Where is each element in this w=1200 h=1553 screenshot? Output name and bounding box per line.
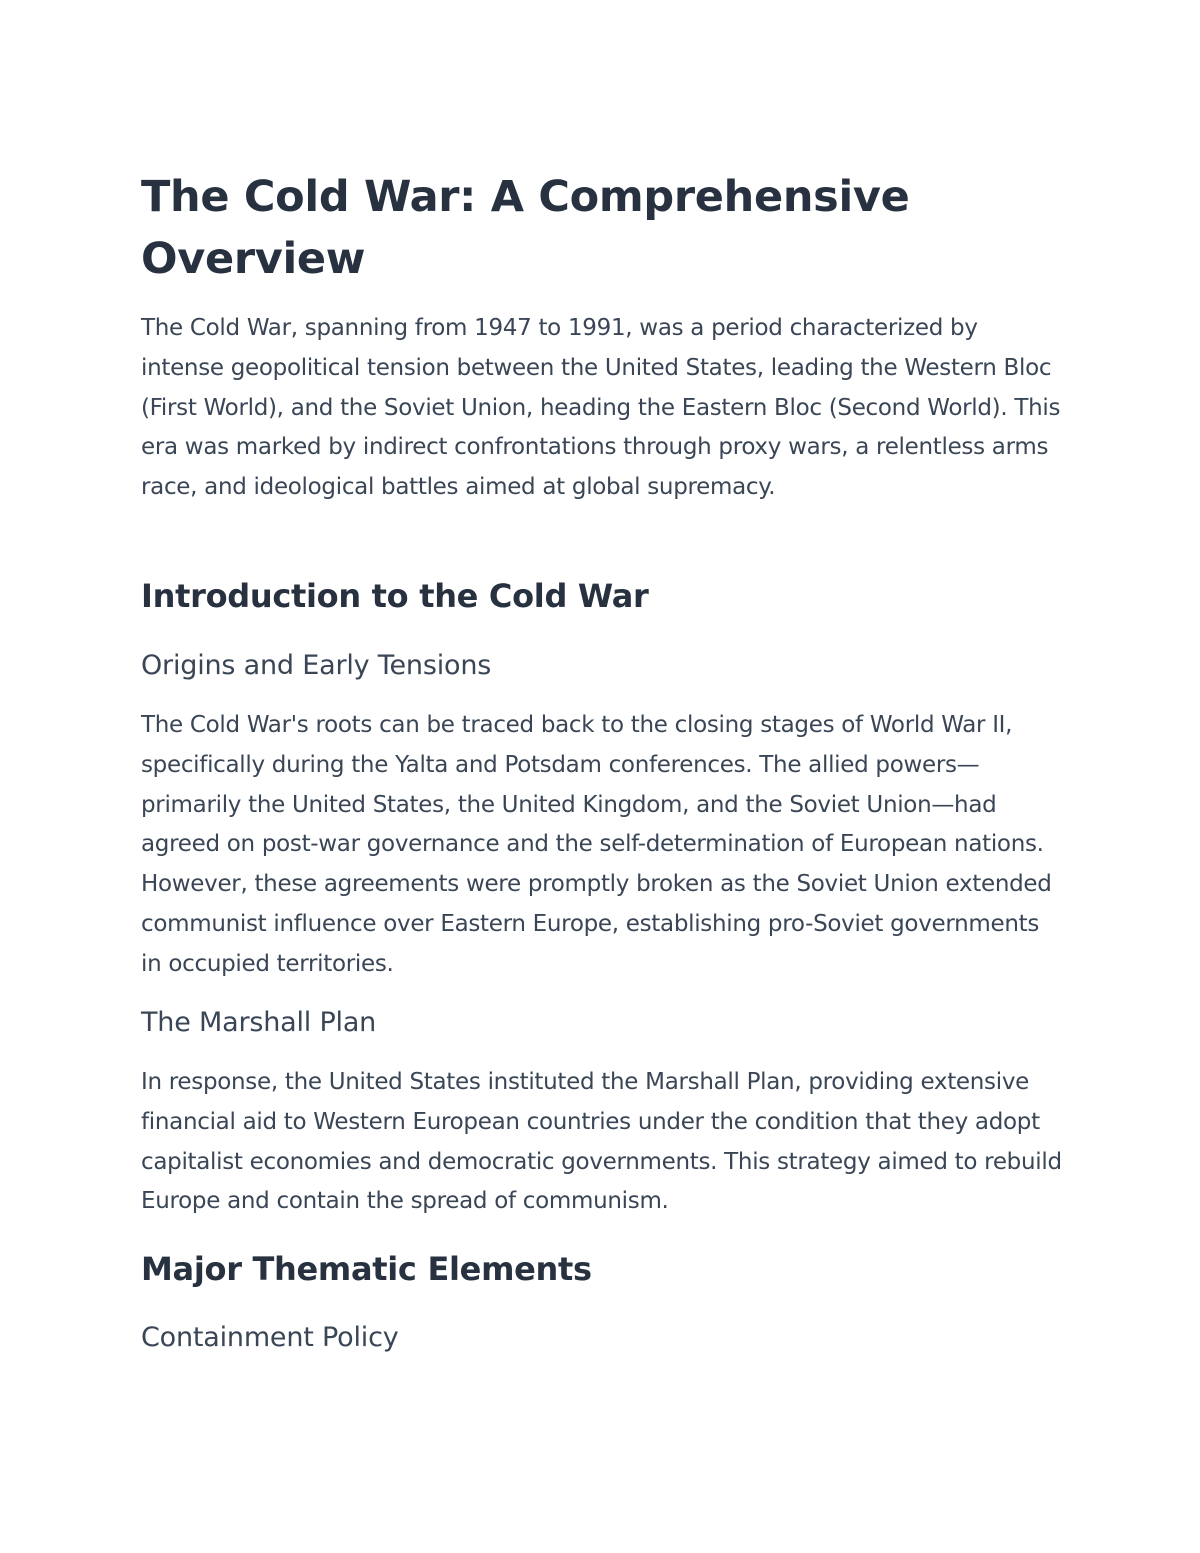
document-title: The Cold War: A Comprehensive Overview [141,172,910,284]
section-heading-introduction: Introduction to the Cold War [141,577,649,615]
subsection-heading-containment-policy: Containment Policy [141,1322,399,1353]
origins-paragraph: The Cold War's roots can be traced back to the closing stages of World War II, specifically during the Yalta and Potsdam conferences. The allied powers—primarily the United States, the United Kingdom, and the Soviet Union—had agreed on post-war governance and the self-determination of European nations. However, these agreements were promptly broken as the Soviet Union extended communist influence over Eastern Europe, establishing pro-Soviet governments in occupied territories. [141,712,1052,977]
section-heading-thematic-elements: Major Thematic Elements [141,1250,592,1288]
subsection-heading-marshall-plan: The Marshall Plan [141,1007,377,1038]
intro-paragraph: The Cold War, spanning from 1947 to 1991, was a period characterized by intense geopolitical tension between the United States, leading the Western Bloc (First World), and the Soviet Union, heading the Eastern Bloc (Second World). This era was marked by indirect confrontations through proxy wars, a relentless arms race, and ideological battles aimed at global supremacy. [141,315,1061,501]
marshall-plan-paragraph: In response, the United States instituted the Marshall Plan, providing extensive financial aid to Western European countries under the condition that they adopt capitalist economies and democratic governments. This strategy aimed to rebuild Europe and contain the spread of communism. [141,1069,1062,1215]
subsection-heading-origins: Origins and Early Tensions [141,650,492,681]
